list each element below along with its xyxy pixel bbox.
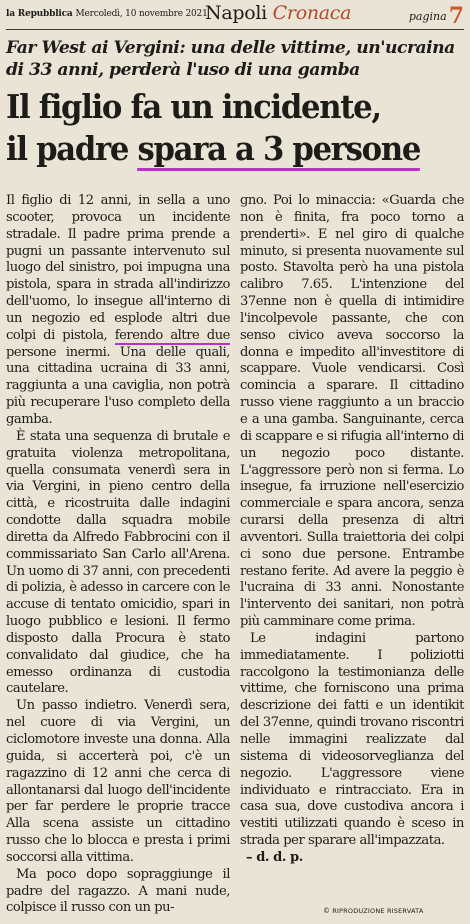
copyright-text: RIPRODUZIONE RISERVATA [332,907,424,915]
paragraph-3: Un passo indietro. Venerdì sera, nel cuore di via Vergini, un ciclomotore investe una donna. Alla guida, si accerterà poi, c'è un ragazzino di 12 anni che cerca di allontanarsi dal luogo dell'incidente per far perdere le proprie tracce Alla scena assiste un cittadino russo che lo blocca e presta i primi soccorsi alla vittima. [6,698,230,865]
page-header [6,0,464,30]
paragraph-1-text-a: Il figlio di 12 anni, in sella a uno scooter, provoca un incidente stradale. Il padre prima prende a pugni un passante intervenuto sul luogo del sinistro, poi impugna una pistola, spara in strada all'indirizzo dell'uomo, lo insegue all'interno di un negozio ed esplode altri due colpi di pistola, [6,193,230,343]
signature-text: – d. d. p. [246,849,303,865]
section-title [205,2,351,24]
masthead [6,9,208,19]
page-number [409,3,464,29]
paragraph-1-text-b: persone inermi. Una delle quali, una cittadina ucraina di 33 anni, raggiunta a una caviglia, non potrà più recuperare l'uso completo della gamba. [6,344,230,427]
section-name: Cronaca [272,2,352,24]
paragraph-5: gno. Poi lo minaccia: «Guarda che non è finita, fra poco torno a prenderti». E nel giro di qualche minuto, si presenta nuovamente sul posto. Stavolta però ha una pistola calibro 7.65. L'intenzione del 37enne non è quella di intimidire l'incolpevole passante, che con senso civico aveva soccorso la donna e impedito all'investitore di scappare. Vuole vendicarsi. Così comincia a sparare. Il cittadino russo viene raggiunto a un braccio e a una gamba. Sanguinante, cerca di scappare e si rifugia all'interno di un negozio poco distante. L'aggressore però non si ferma. Lo insegue, fa irruzione nell'esercizio commerciale e spara ancora, senza curarsi della presenza di altri avventori. Sulla traiettoria dei colpi ci sono due persone. Entrambe restano ferite. Ad avere la peggio è l'ucraina di 33 anni. Nonostante l'intervento dei sanitari, non potrà più camminare come prima. [240,193,464,630]
paragraph-6: Le indagini partono immediatamente. I poliziotti raccolgono la testimonianza delle vittime, che forniscono una prima descrizione dei fatti e un identikit del 37enne, quindi trovano riscontri nelle immagini realizzate dal sistema di videosorveglianza del negozio. L'aggressore viene individuato e rintracciato. Era in casa sua, dove custodiva ancora i vestiti utilizzati quando è sceso in strada per sparare all'impazzata. [240,630,464,849]
headline-line-2-start: il padre [6,129,138,168]
article-kicker: Far West ai Vergini: una delle vittime, un'ucraina di 33 anni, perderà l'uso di una gamba [6,38,455,80]
section-city: Napoli [205,2,267,24]
paragraph-4: Ma poco dopo sopraggiunge il padre del ragazzo. A mani nude, colpisce il russo con un pu- [6,866,230,916]
article-headline [6,86,434,170]
paragraph-2: È stata una sequenza di brutale e gratuita violenza metropolitana, quella consumata venerdì sera in via Vergini, in pieno centro della città, e ricostruita dalle indagini condotte dalla squadra mobile diretta da Alfredo Fabbrocini con il commissariato San Carlo all'Arena. Un uomo di 37 anni, con precedenti di polizia, è adesso in carcere con le accuse di tentato omicidio, spari in luogo pubblico e lesioni. Il fermo disposto dalla Procura è stato convalidato dal giudice, che ha emesso ordinanza di custodia cautelare. [6,428,231,697]
copyright-notice [323,907,423,915]
headline-line-1: Il figlio fa un incidente, [6,87,381,126]
headline-underlined-phrase: spara a 3 persone [137,129,420,171]
article-column-right [240,193,464,867]
page-label: pagina [408,10,447,23]
copyright-icon: © [323,907,331,915]
paragraph-1 [6,193,230,429]
headline-line-2 [6,128,434,170]
issue-date: Mercoledì, 10 novembre 2021 [75,9,208,19]
article-column-left [6,193,230,917]
page-number-value: 7 [448,3,464,29]
underlined-phrase: ferendo altre due [114,327,230,343]
newspaper-name: la Repubblica [6,9,73,19]
article-signature [240,850,464,867]
